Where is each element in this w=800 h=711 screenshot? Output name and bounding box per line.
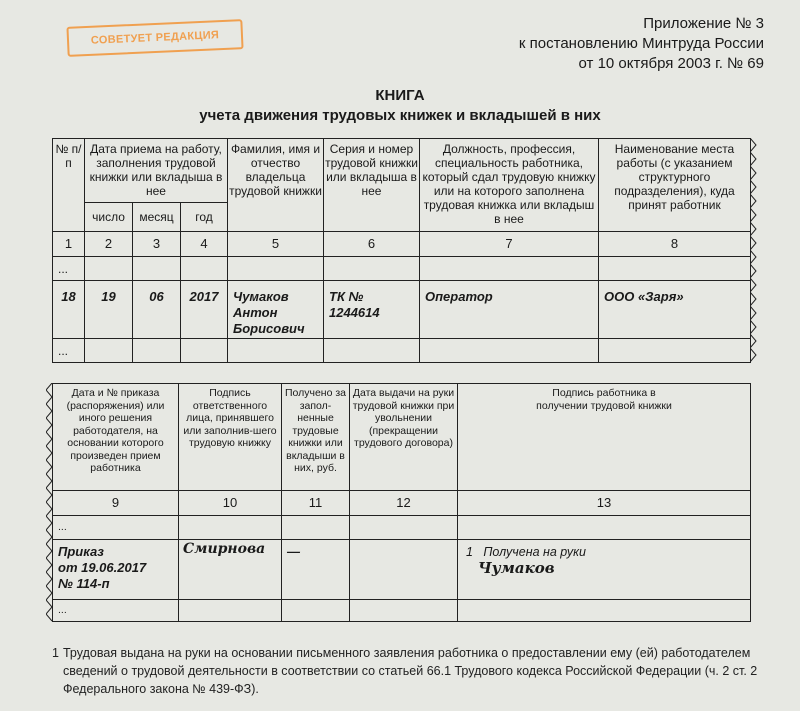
table-1-wrapper bbox=[52, 138, 751, 363]
col-number: 12 bbox=[350, 491, 458, 516]
col-number: 6 bbox=[324, 232, 420, 257]
header-day: число bbox=[85, 203, 133, 232]
signature-chumakov: Чумаков bbox=[478, 559, 555, 577]
table-2-wrapper bbox=[52, 383, 751, 622]
appendix-line-2: к постановлению Минтруда России bbox=[518, 35, 764, 52]
col-number: 9 bbox=[53, 491, 179, 516]
appendix-line-3: от 10 октября 2003 г. № 69 bbox=[578, 55, 764, 72]
header-place: Наименование места работы (с указанием структурного подразделения), куда принят работник bbox=[599, 139, 751, 232]
header-fio: Фамилия, имя и отчество владельца трудовой книжки bbox=[228, 139, 324, 232]
header-series: Серия и номер трудовой книжки или вкладыша в нее bbox=[324, 139, 420, 232]
order-line-2: от 19.06.2017 bbox=[58, 560, 147, 575]
header-num: № п/п bbox=[53, 139, 85, 232]
col-number: 3 bbox=[133, 232, 181, 257]
col-number: 5 bbox=[228, 232, 324, 257]
signature-smirnova: Смирнова bbox=[183, 541, 266, 557]
col-number: 4 bbox=[181, 232, 228, 257]
worker-note bbox=[466, 544, 750, 560]
row-order bbox=[53, 540, 179, 600]
column-numbers-row bbox=[53, 232, 751, 257]
col-number: 13 bbox=[458, 491, 751, 516]
ellipsis: ... bbox=[53, 339, 85, 363]
worker-note-text: Получена на руки bbox=[483, 545, 586, 559]
ellipsis-row bbox=[53, 257, 751, 281]
appendix-header bbox=[519, 14, 764, 74]
header-position: Должность, профессия, специальность работника, который сдал трудовую книжку или на которого заполнена трудовая книжка или вкладыш в нее bbox=[420, 139, 599, 232]
ellipsis-row bbox=[53, 339, 751, 363]
col-number: 11 bbox=[282, 491, 350, 516]
header-sign: Подпись ответственного лица, принявшего или заполнив-шего трудовую книжку bbox=[179, 384, 282, 491]
table-row bbox=[53, 540, 751, 600]
col-number: 8 bbox=[599, 232, 751, 257]
ellipsis: ... bbox=[53, 257, 85, 281]
row-fio: Чумаков Антон Борисович bbox=[228, 281, 324, 339]
row-place: ООО «Заря» bbox=[599, 281, 751, 339]
order-line-1: Приказ bbox=[58, 544, 104, 559]
header-received: Получено за запол-ненные трудовые книжки или вкладыши в них, руб. bbox=[282, 384, 350, 491]
tear-edge-left bbox=[46, 383, 54, 625]
row-position: Оператор bbox=[420, 281, 599, 339]
col-number: 1 bbox=[53, 232, 85, 257]
row-day: 19 bbox=[85, 281, 133, 339]
book-table-part-1 bbox=[52, 138, 751, 363]
footnote-number: 1 bbox=[52, 646, 59, 660]
table-row bbox=[53, 281, 751, 339]
row-month: 06 bbox=[133, 281, 181, 339]
editor-recommends-stamp: СОВЕТУЕТ РЕДАКЦИЯ bbox=[66, 19, 243, 57]
title-line-2: учета движения трудовых книжек и вкладышей в них bbox=[199, 107, 601, 124]
footnote-ref: 1 bbox=[466, 545, 473, 559]
row-received: — bbox=[282, 540, 350, 600]
book-table-part-2 bbox=[52, 383, 751, 622]
col-number: 10 bbox=[179, 491, 282, 516]
row-num: 18 bbox=[53, 281, 85, 339]
row-worker-sign bbox=[458, 540, 751, 600]
header-month: месяц bbox=[133, 203, 181, 232]
title-line-1: КНИГА bbox=[375, 87, 425, 104]
footnote bbox=[52, 644, 772, 698]
header-issue: Дата выдачи на руки трудовой книжки при увольнении (прекращении трудового договора) bbox=[350, 384, 458, 491]
col-number: 7 bbox=[420, 232, 599, 257]
order-line-3: № 114-п bbox=[58, 576, 110, 591]
row-year: 2017 bbox=[181, 281, 228, 339]
ellipsis: ... bbox=[53, 600, 179, 622]
col-number: 2 bbox=[85, 232, 133, 257]
ellipsis-row bbox=[53, 600, 751, 622]
header-year: год bbox=[181, 203, 228, 232]
ellipsis-row bbox=[53, 516, 751, 540]
footnote-text: Трудовая выдана на руки на основании письменного заявления работника о предоставлении ему (ей) работодателем сведений о трудовой деятельности в соответствии со статьей 66.1 Трудового кодекса Российской Федерации (ч. 2 ст. 2 Федерального закона № 439-ФЗ). bbox=[63, 646, 758, 696]
row-sign bbox=[179, 540, 282, 600]
header-worker-sign: Подпись работника в получении трудовой книжки bbox=[458, 384, 751, 491]
header-order: Дата и № приказа (распоряжения) или иного решения работодателя, на основании которого произведен прием работника bbox=[53, 384, 179, 491]
tear-edge-right bbox=[750, 138, 764, 364]
row-issue bbox=[350, 540, 458, 600]
ellipsis: ... bbox=[53, 516, 179, 540]
row-series: ТК № 1244614 bbox=[324, 281, 420, 339]
appendix-line-1: Приложение № 3 bbox=[643, 15, 764, 32]
column-numbers-row bbox=[53, 491, 751, 516]
header-date: Дата приема на работу, заполнения трудовой книжки или вкладыша в нее bbox=[85, 139, 228, 203]
document-title bbox=[0, 86, 800, 126]
